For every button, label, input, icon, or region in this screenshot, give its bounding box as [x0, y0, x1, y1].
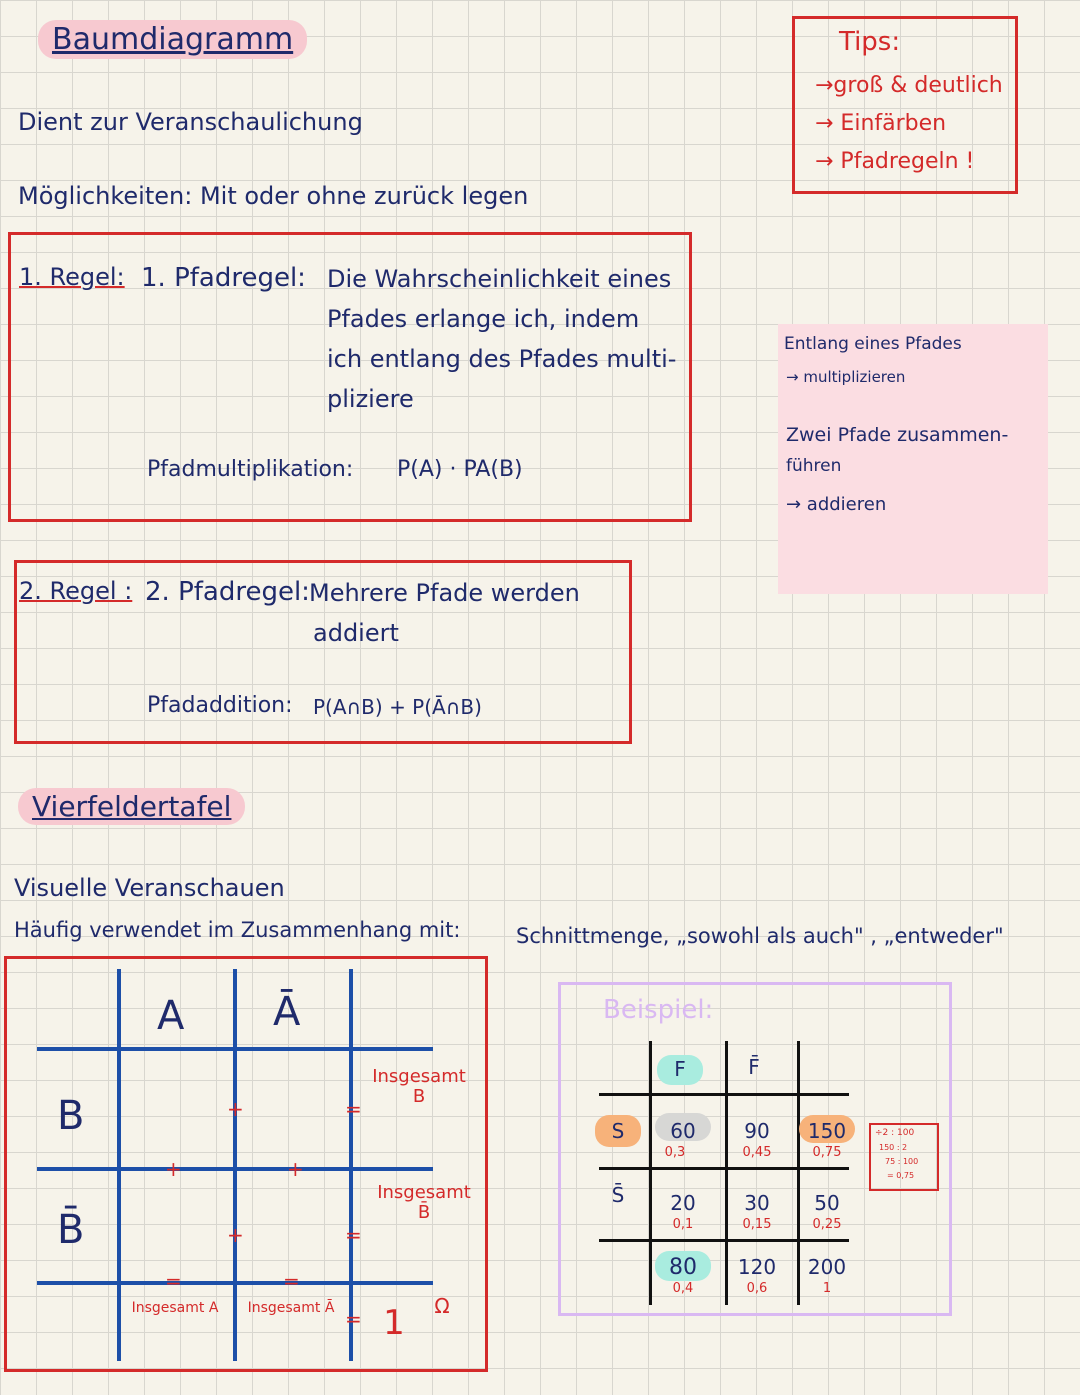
total-one: 1 — [383, 1303, 405, 1343]
note-line-3: Zwei Pfade zusammen- — [786, 424, 1009, 446]
cell-value: 200 — [807, 1255, 847, 1279]
regel1-text-4: pliziere — [327, 385, 414, 413]
calc-line-4: = 0,75 — [887, 1171, 915, 1180]
regel1-name: 1. Pfadregel: — [141, 263, 306, 293]
ex-hline-2 — [599, 1167, 849, 1170]
note-line-1: Entlang eines Pfades — [784, 334, 962, 354]
tips-item-2: → Einfärben — [815, 111, 947, 136]
vierfeldertafel-title: Vierfeldertafel — [18, 788, 245, 825]
regel2-name: 2. Pfadregel: — [145, 577, 310, 607]
cell-prob: 0,75 — [812, 1145, 842, 1160]
cell-value: 80 — [669, 1255, 697, 1280]
vierfeldertafel-box — [4, 956, 488, 1372]
plus-mark: + — [227, 1097, 244, 1121]
plus-mark: + — [227, 1223, 244, 1247]
equals-mark: = — [345, 1097, 362, 1121]
grid-hline-1 — [37, 1047, 433, 1051]
cell-prob: 0,6 — [746, 1281, 768, 1296]
omega-symbol: Ω — [434, 1294, 450, 1318]
equals-mark: = — [283, 1269, 300, 1293]
equals-mark: = — [345, 1223, 362, 1247]
ex-hline-3 — [599, 1239, 849, 1242]
col-a-label: A — [157, 993, 185, 1039]
row-sbar-label: S̄ — [611, 1183, 625, 1207]
col-fbar-label: F̄ — [748, 1055, 760, 1079]
col-f-label: F — [674, 1057, 686, 1081]
note-line-5: → addieren — [786, 494, 887, 515]
row-b-label: B — [57, 1093, 85, 1139]
cell-value: 120 — [737, 1255, 777, 1279]
ex-vline-2 — [725, 1041, 728, 1305]
insgesamt-b: Insgesamt B — [372, 1066, 466, 1107]
grid-vline-2 — [233, 969, 237, 1361]
tips-item-3: → Pfadregeln ! — [815, 149, 975, 174]
vier-line-1: Visuelle Veranschauen — [14, 874, 285, 902]
insgesamt-abar: Insgesamt Ā — [247, 1300, 335, 1316]
pfadaddition-label: Pfadaddition: — [147, 693, 293, 718]
ex-hline-1 — [599, 1093, 849, 1096]
cell-value: 30 — [744, 1191, 770, 1215]
cell-value: 150 — [807, 1119, 847, 1143]
regel1-text-2: Pfades erlange ich, indem — [327, 305, 640, 333]
grid-hline-2 — [37, 1167, 433, 1171]
calc-line-2: 150 : 2 — [879, 1143, 908, 1152]
cell-value: 60 — [670, 1119, 696, 1143]
regel1-box — [8, 232, 692, 522]
cell-prob: 0,1 — [672, 1217, 694, 1232]
row-bbar-label: B̄ — [57, 1207, 85, 1253]
calc-box — [869, 1123, 939, 1191]
grid-vline-3 — [349, 969, 353, 1361]
pfadmultiplikation-formula: P(A) · PA(B) — [397, 457, 523, 482]
regel1-text-3: ich entlang des Pfades multi- — [327, 345, 677, 373]
grid-hline-3 — [37, 1281, 433, 1285]
cell-prob: 0,45 — [742, 1145, 772, 1160]
equals-mark: = — [165, 1269, 182, 1293]
tips-heading: Tips: — [839, 27, 901, 57]
cell-value: 50 — [814, 1191, 840, 1215]
vier-line-2b: Schnittmenge, „sowohl als auch" , „entweder" — [516, 924, 1004, 948]
pfadaddition-formula: P(A∩B) + P(Ā∩B) — [313, 695, 482, 719]
ex-vline-1 — [649, 1041, 652, 1305]
moeglichkeiten-text: Möglichkeiten: Mit oder ohne zurück legen — [18, 182, 529, 210]
row-s-label: S — [611, 1119, 625, 1143]
cell-prob: 0,4 — [672, 1281, 694, 1296]
baumdiagramm-title: Baumdiagramm — [38, 20, 307, 59]
beispiel-heading: Beispiel: — [603, 995, 714, 1025]
calc-line-1: ÷2 : 100 — [875, 1128, 915, 1138]
regel1-label: 1. Regel: — [19, 263, 125, 291]
regel1-text-1: Die Wahrscheinlichkeit eines — [327, 265, 672, 293]
cell-prob: 0,3 — [664, 1145, 686, 1160]
intro-text: Dient zur Veranschaulichung — [18, 108, 363, 136]
beispiel-box — [558, 982, 952, 1316]
cell-prob: 0,25 — [812, 1217, 842, 1232]
sticky-note — [778, 324, 1048, 594]
cell-prob: 0,15 — [742, 1217, 772, 1232]
insgesamt-bbar: Insgesamt B̄ — [377, 1182, 471, 1223]
col-abar-label: Ā — [273, 989, 301, 1035]
vier-line-2: Häufig verwendet im Zusammenhang mit: — [14, 918, 461, 942]
regel2-label: 2. Regel : — [19, 577, 133, 605]
equals-mark: = — [345, 1307, 362, 1331]
plus-mark: + — [287, 1157, 304, 1181]
tips-item-1: →groß & deutlich — [815, 73, 1003, 98]
pfadmultiplikation-label: Pfadmultiplikation: — [147, 457, 354, 482]
regel2-text-2: addiert — [313, 619, 399, 647]
regel2-text-1: Mehrere Pfade werden — [309, 579, 580, 607]
cell-prob: 1 — [822, 1281, 832, 1296]
regel2-box — [14, 560, 632, 744]
insgesamt-a: Insgesamt A — [131, 1300, 219, 1316]
cell-value: 20 — [670, 1191, 696, 1215]
cell-value: 90 — [744, 1119, 770, 1143]
calc-line-3: 75 : 100 — [885, 1157, 919, 1166]
grid-vline-1 — [117, 969, 121, 1361]
plus-mark: + — [165, 1157, 182, 1181]
note-line-4: führen — [786, 456, 842, 476]
note-line-2: → multiplizieren — [786, 368, 906, 386]
tips-box — [792, 16, 1018, 194]
